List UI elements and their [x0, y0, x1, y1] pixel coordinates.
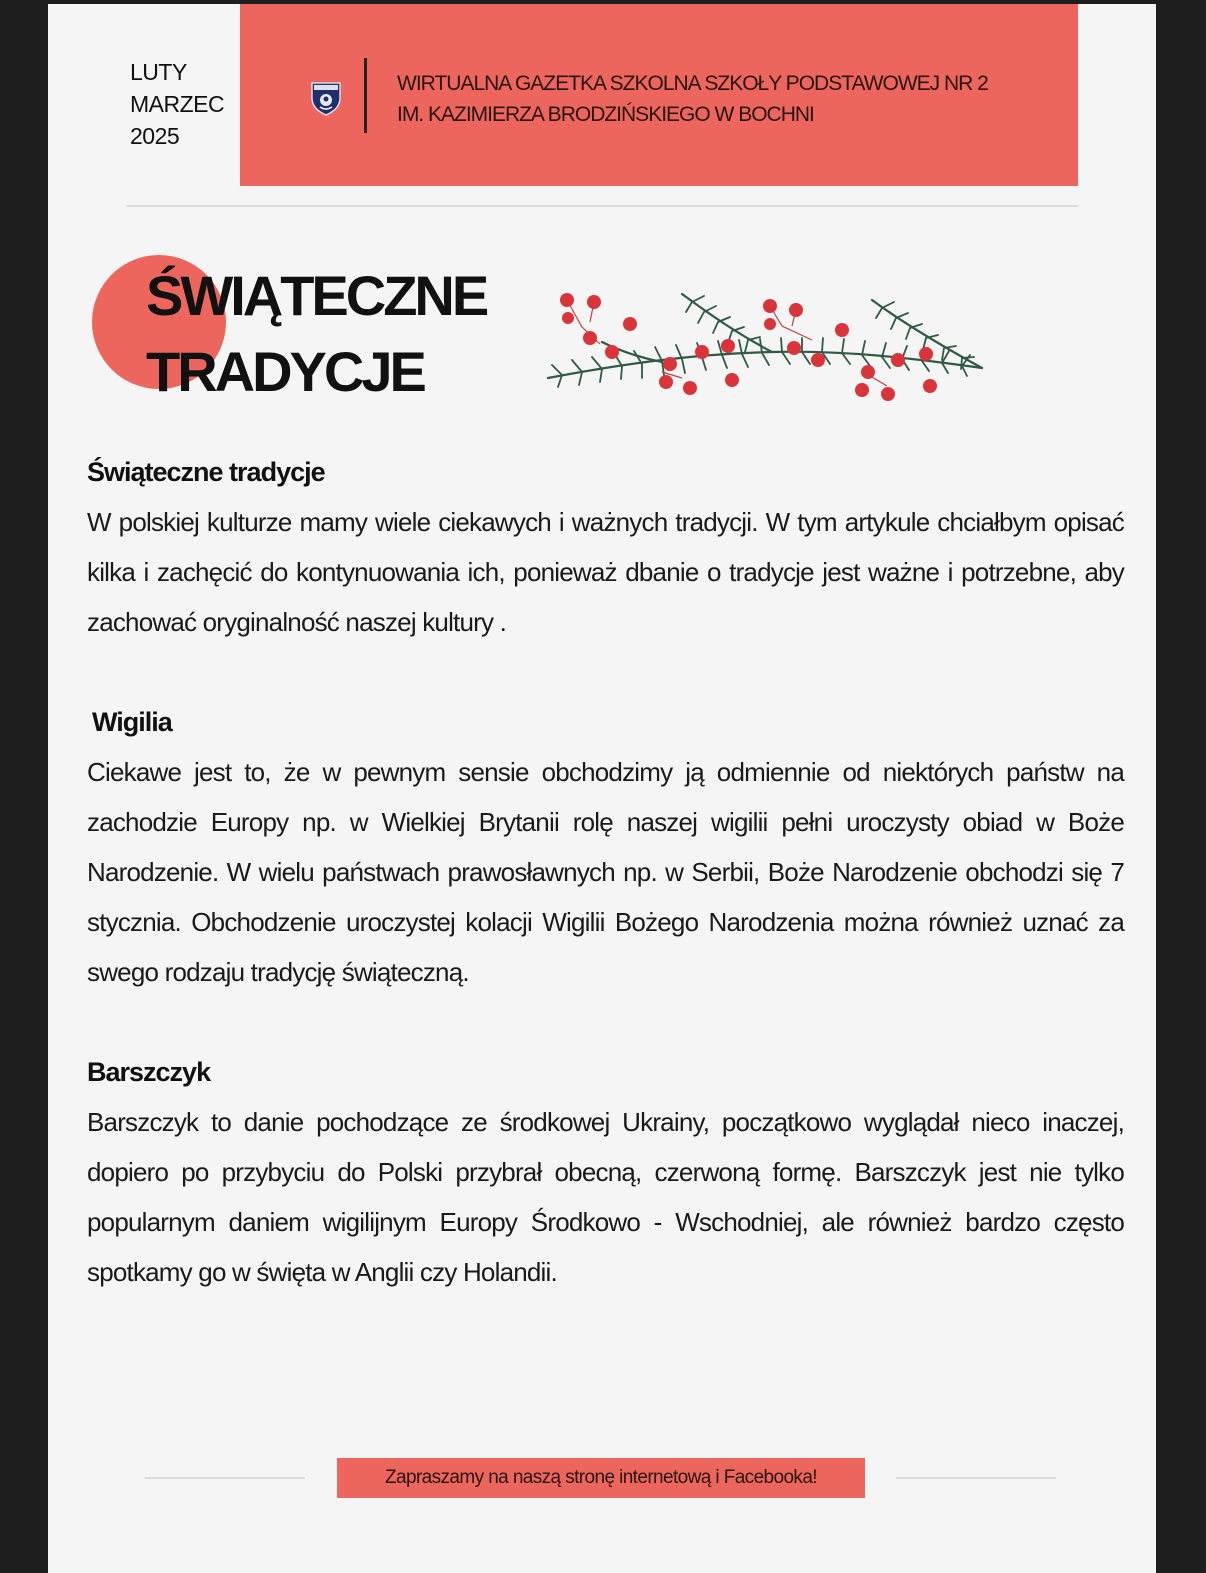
header-banner	[240, 4, 1078, 186]
banner-title-line-1: WIRTUALNA GAZETKA SZKOLNA SZKOŁY PODSTAWOWEJ NR 2	[397, 72, 988, 95]
section-heading: Wigilia	[92, 707, 172, 737]
date-year: 2025	[130, 123, 180, 149]
footer-invitation-link[interactable]: Zapraszamy na naszą stronę internetową i Facebooka!	[337, 1458, 865, 1498]
page-title	[146, 258, 486, 410]
section-body: Barszczyk to danie pochodzące ze środkowej Ukrainy, początkowo wyglądał nieco inaczej, dopiero po przybyciu do Polski przybrał obecną, czerwoną formę. Barszczyk jest nie tylko popularnym daniem wigilijnym Europy Środkowo - Wschodniej, ale również bardzo często spotkamy go w święta w Anglii czy Holandii.	[87, 1107, 1124, 1287]
section-barszczyk	[87, 1047, 1124, 1297]
school-crest-icon	[308, 80, 344, 116]
newsletter-page	[48, 4, 1156, 1573]
page-title-line-2: TRADYCJE	[146, 340, 424, 403]
page-title-line-1: ŚWIĄTECZNE	[146, 264, 487, 327]
section-body: Ciekawe jest to, że w pewnym sensie obchodzimy ją odmiennie od niektórych państw na zachodzie Europy np. w Wielkiej Brytanii rolę naszej wigilii pełni uroczysty obiad w Boże Narodzenie. W wielu państwach prawosławnych np. w Serbii, Boże Narodzenie obchodzi się 7 stycznia. Obchodzenie uroczystej kolacji Wigilii Bożego Narodzenia można również uznać za swego rodzaju tradycję świąteczną.	[87, 757, 1124, 987]
banner-title-line-2: IM. KAZIMIERZA BRODZIŃSKIEGO W BOCHNI	[397, 103, 814, 126]
section-body: W polskiej kulturze mamy wiele ciekawych i ważnych tradycji. W tym artykule chciałbym opisać kilka i zachęcić do kontynuowania ich, ponieważ dbanie o tradycje jest ważne i potrzebne, aby zachować oryginalność naszej kultury .	[87, 507, 1124, 637]
banner-divider	[364, 58, 367, 133]
footer-rule-right	[896, 1477, 1056, 1479]
date-month-2: MARZEC	[130, 91, 225, 117]
article-content	[87, 447, 1124, 1347]
pine-garland-icon	[542, 282, 988, 404]
banner-title	[397, 68, 988, 130]
section-wigilia	[87, 697, 1124, 997]
header-rule	[126, 205, 1078, 207]
section-intro	[87, 447, 1124, 647]
section-heading: Barszczyk	[87, 1057, 211, 1087]
date-month-1: LUTY	[130, 59, 187, 85]
footer-rule-left	[145, 1477, 305, 1479]
issue-date	[130, 56, 224, 152]
section-heading: Świąteczne tradycje	[87, 457, 325, 487]
